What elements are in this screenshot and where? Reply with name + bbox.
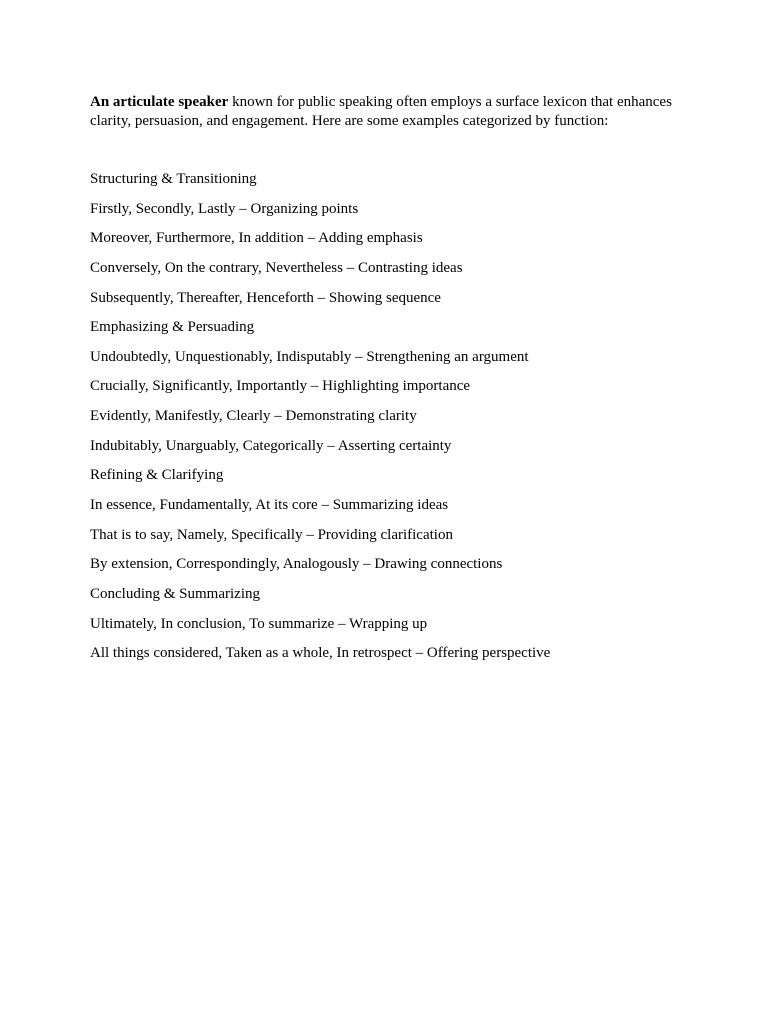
list-item: By extension, Correspondingly, Analogously – Drawing connections [90,556,503,573]
lexicon-list [90,170,550,674]
list-item: Undoubtedly, Unquestionably, Indisputably – Strengthening an argument [90,348,529,365]
list-item: Crucially, Significantly, Importantly – Highlighting importance [90,378,471,395]
section-heading: Concluding & Summarizing [90,585,260,602]
list-item: Moreover, Furthermore, In addition – Adding emphasis [90,230,423,247]
intro-paragraph [90,93,690,130]
list-item: Firstly, Secondly, Lastly – Organizing points [90,200,359,217]
section-heading: Emphasizing & Persuading [90,319,255,336]
intro-bold-lead: An articulate speaker [90,94,229,110]
list-item: Ultimately, In conclusion, To summarize – Wrapping up [90,615,428,632]
list-item: Subsequently, Thereafter, Henceforth – Showing sequence [90,289,441,306]
list-item: In essence, Fundamentally, At its core – Summarizing ideas [90,497,449,514]
list-item: That is to say, Namely, Specifically – Providing clarification [90,526,453,543]
section-heading: Structuring & Transitioning [90,171,257,187]
list-item: All things considered, Taken as a whole, In retrospect – Offering perspective [90,645,551,662]
section-heading: Refining & Clarifying [90,467,224,484]
list-item: Indubitably, Unarguably, Categorically – Asserting certainty [90,437,452,454]
list-item: Conversely, On the contrary, Nevertheless – Contrasting ideas [90,259,463,276]
intro-text: known for public speaking often employs a surface lexicon that enhances clarity, persuasion, and engagement. Here are some examples categorized by function: [90,94,672,129]
list-item: Evidently, Manifestly, Clearly – Demonstrating clarity [90,408,417,425]
